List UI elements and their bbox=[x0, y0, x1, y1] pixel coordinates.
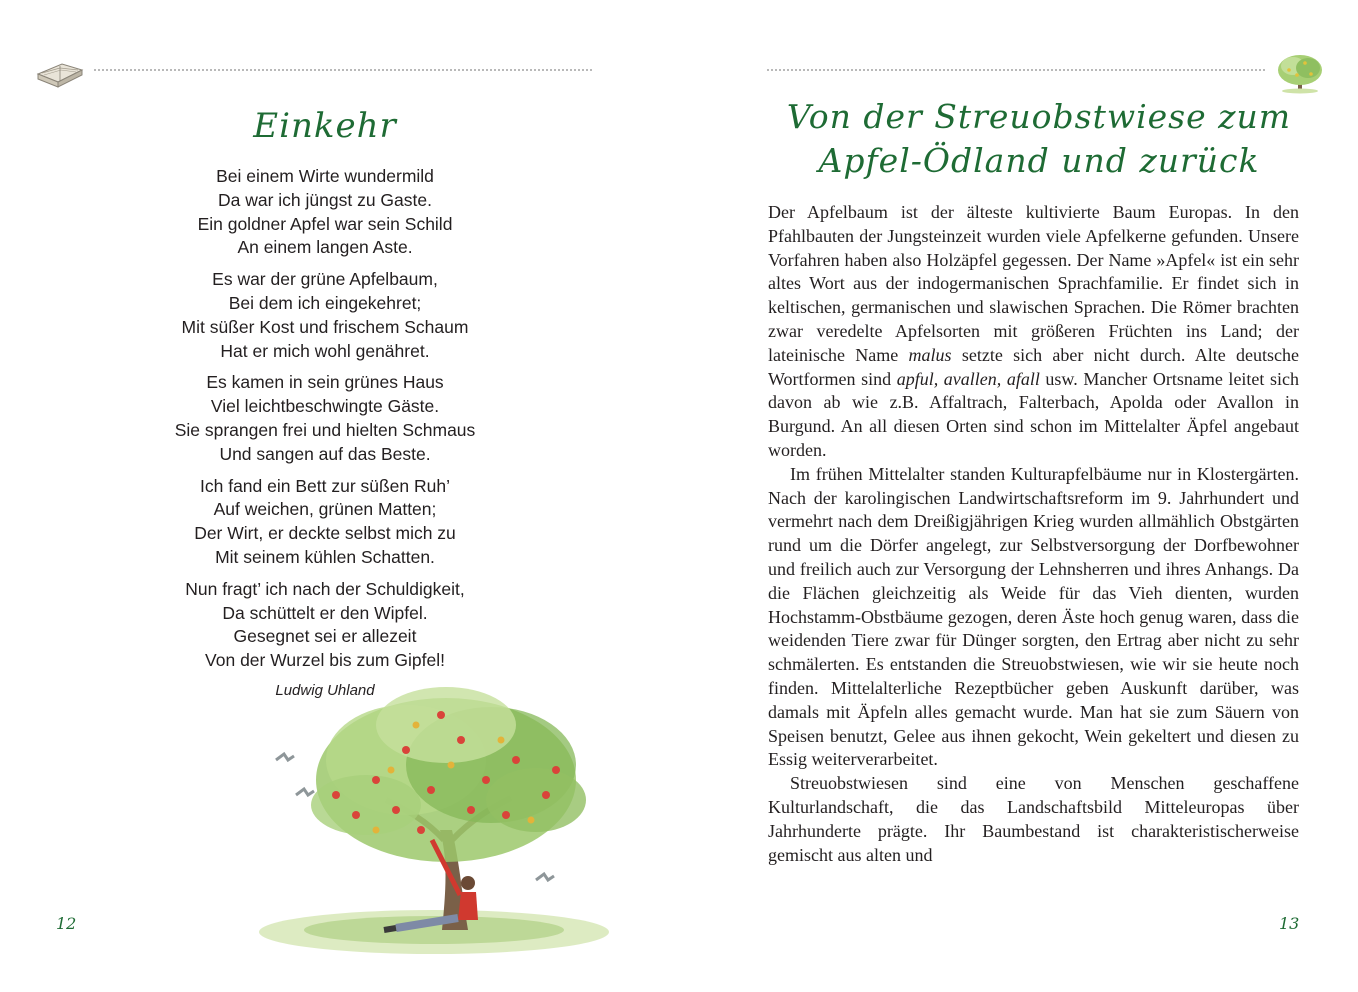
poem-line: Sie sprangen frei und hielten Schmaus bbox=[174, 419, 476, 440]
article-title-line-2: Apfel-Ödland und zurück bbox=[818, 141, 1260, 180]
paragraph-2: Im frühen Mittelalter standen Kulturapfelbäume nur in Klostergärten. Nach der karolingischen Landwirtschaftsreform im 9. Jahrhundert und vermehrt nach dem Dreißigjährigen Krieg wurden allmählich Obstgärten rund um die Dörfer angelegt, zur Selbstversorgung der Dorfbewohner und freilich auch zur Versorgung der Lehnsherren und ihres Anhangs. Da die Flächen gleichzeitig als Weide für das Vieh dienten, wurden Hochstamm-Obstbäume gezogen, deren Äste hoch genug waren, dass die weidenden Tiere zwar für Dünger sorgten, den Ertrag aber nicht zu sehr schmälerten. Es entstanden die Streuobstwiesen, wie wir sie heute noch finden. Mittelalterliche Rezeptbücher geben Auskunft darüber, was damals mit Äpfeln alles gemacht wurde. Man hat sie zum Säuern von Speisen benutzt, Gelee aus ihnen gekocht, Wein gekeltert und diesen zu Essig weiterverarbeitet. bbox=[768, 463, 1299, 770]
open-book-icon bbox=[34, 52, 86, 92]
poem-line: Gesegnet sei er allezeit bbox=[233, 626, 417, 647]
poem-line: Bei einem Wirte wundermild bbox=[216, 166, 434, 186]
poem-line: Und sangen auf das Beste. bbox=[219, 443, 431, 464]
right-page bbox=[679, 0, 1358, 992]
stanza-4 bbox=[150, 475, 500, 570]
poem-line: Bei dem ich eingekehret; bbox=[228, 292, 422, 313]
apple-tree-illustration bbox=[256, 680, 612, 960]
header-dotted-rule bbox=[767, 69, 1265, 71]
poem-title: Einkehr bbox=[253, 106, 397, 146]
text-run: Der Apfelbaum ist der älteste kultivierte Baum Europas. In den Pfahlbauten der Jungsteinzeit wurden viele Apfelkerne gefunden. Unsere Vorfahren haben also Holzäpfel gegessen. Der Name »Apfel« ist ein sehr altes Wort aus der indogermanischen Sprachfamilie. Er findet sich in keltischen, germanischen und slawischen Sprachen. Die Römer brachten zwar veredelte Apfelsorten mit größeren Früchten ins Land; der lateinische Name bbox=[768, 202, 1299, 365]
poem-line: Es war der grüne Apfelbaum, bbox=[212, 269, 438, 290]
poem-line: Es kamen in sein grünes Haus bbox=[206, 372, 444, 393]
poem-author: Ludwig Uhland bbox=[275, 682, 375, 699]
header-dotted-rule bbox=[94, 69, 592, 71]
poem-line: Ich fand ein Bett zur süßen Ruh’ bbox=[200, 475, 450, 496]
paragraph-1 bbox=[768, 201, 1299, 463]
poem-line: Mit süßer Kost und frischem Schaum bbox=[181, 316, 469, 337]
stanza-3 bbox=[150, 371, 500, 466]
stanza-2 bbox=[150, 268, 500, 363]
poem-line: Viel leichtbeschwingte Gäste. bbox=[210, 396, 440, 417]
stanza-5 bbox=[150, 578, 500, 673]
article-title bbox=[759, 95, 1319, 183]
italic-term: malus bbox=[908, 344, 952, 365]
poem-line: Nun fragt’ ich nach der Schuldigkeit, bbox=[185, 578, 465, 599]
page-number: 12 bbox=[56, 914, 77, 933]
text-run: setzte sich aber nicht durch. Alte deutsche Wortformen sind bbox=[768, 344, 1299, 389]
poem-line: Von der Wurzel bis zum Gipfel! bbox=[205, 650, 445, 671]
text-run: usw. Mancher Ortsname leitet sich davon ab wie z.B. Affaltrach, Falterbach, Apolda oder Avallon in Burgund. An all diesen Orten sind schon im Mittelalter Äpfel angebaut worden. bbox=[768, 368, 1299, 460]
italic-term: apful, avallen, afall bbox=[896, 368, 1040, 389]
paragraph-3: Streuobstwiesen sind eine von Menschen geschaffene Kulturlandschaft, die das Landschaftsbild Mitteleuropas über Jahrhunderte prägte. Ihr Baumbestand ist charakteristischerweise gemischt aus alten und bbox=[768, 773, 1299, 865]
poem-line: Mit seinem kühlen Schatten. bbox=[215, 546, 435, 567]
page-number: 13 bbox=[1279, 914, 1300, 933]
poem-line: Hat er mich wohl genähret. bbox=[220, 340, 430, 361]
poem bbox=[150, 165, 500, 681]
poem-line: Auf weichen, grünen Matten; bbox=[213, 499, 437, 520]
poem-line: Der Wirt, er deckte selbst mich zu bbox=[194, 523, 456, 544]
small-tree-icon bbox=[1275, 50, 1325, 94]
poem-line: An einem langen Aste. bbox=[237, 237, 413, 258]
article-title-line-1: Von der Streuobstwiese zum bbox=[786, 97, 1292, 136]
stanza-1 bbox=[150, 165, 500, 260]
poem-line: Da schüttelt er den Wipfel. bbox=[222, 602, 428, 623]
poem-line: Da war ich jüngst zu Gaste. bbox=[218, 189, 432, 210]
poem-line: Ein goldner Apfel war sein Schild bbox=[197, 213, 453, 234]
article-body bbox=[768, 201, 1299, 867]
